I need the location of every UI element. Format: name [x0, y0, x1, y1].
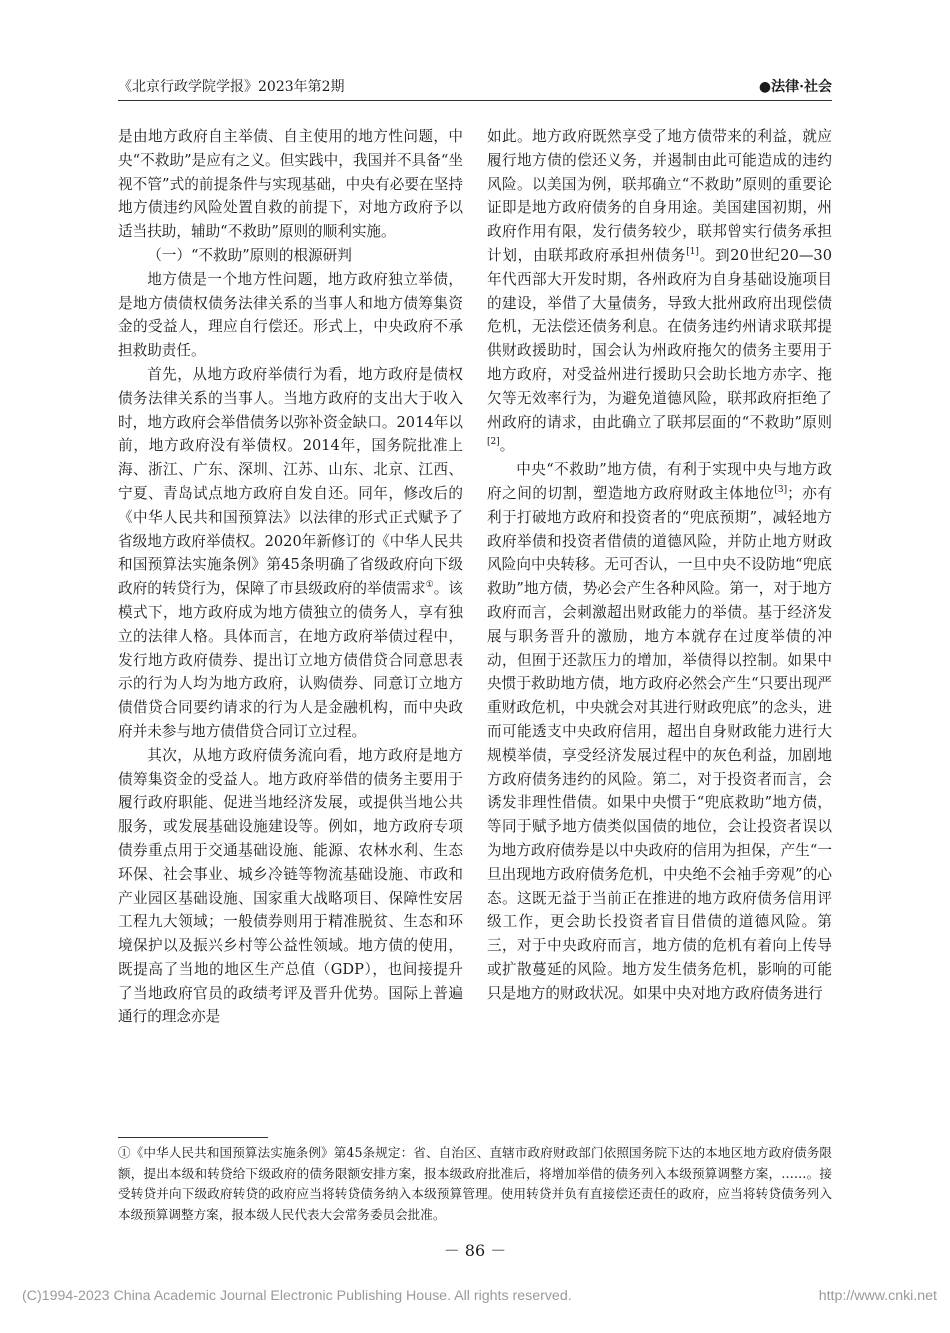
copyright-bar [22, 1288, 937, 1304]
header-rule [118, 100, 832, 101]
journal-title: 《北京行政学院学报》2023年第2期 [118, 79, 345, 95]
paragraph: 其次，从地方政府债务流向看，地方政府是地方债筹集资金的受益人。地方政府举借的债务主要用于履行政府职能、促进当地经济发展，或提供当地公共服务，或发展基础设施建设等。例如，地方政府专项债券重点用于交通基础设施、能源、农林水利、生态环保、社会事业、城乡冷链等物流基础设施、市政和产业园区基础设施、国家重大战略项目、保障性安居工程九大领域；一般债券则用于精准脱贫、生态和环境保护以及振兴乡村等公益性领域。地方债的使用，既提高了当地的地区生产总值（GDP），也间接提升了当地政府官员的政绩考评及晋升优势。国际上普遍通行的理念亦是 [118, 746, 463, 1026]
footnote-text: ①《中华人民共和国预算法实施条例》第45条规定：省、自治区、直辖市政府财政部门依照国务院下达的本地区地方政府债务限额，提出本级和转贷给下级政府的债务限额安排方案，报本级政府批准后，将增加举借的债务列入本级预算调整方案，……。接受转贷并向下级政府转贷的政府应当将转贷债务纳入本级预算管理。使用转贷并负有直接偿还责任的政府，应当将转贷债务列入本级预算调整方案，报本级人民代表大会常务委员会批准。 [118, 1145, 832, 1222]
footnote-marker[interactable]: ① [425, 580, 434, 591]
paragraph-text: 。到20世纪20—30年代西部大开发时期，各州政府为自身基础设施项目的建设，举借了大量债务，导致大批州政府出现偿债危机，无法偿还债务利息。在债务违约州请求联邦提供财政援助时，国会认为州政府拖欠的债务主要用于地方政府，对受益州进行援助只会助长地方赤字、拖欠等无效率行为，为避免道德风险，联邦政府拒绝了州政府的请求，由此确立了联邦层面的“不救助”原则 [487, 246, 832, 431]
paragraph: 地方债是一个地方性问题，地方政府独立举债，是地方债债权债务法律关系的当事人和地方债筹集资金的受益人，理应自行偿还。形式上，中央政府不承担救助责任。 [118, 270, 463, 360]
paragraph [487, 458, 832, 1005]
reference-marker[interactable]: [2] [487, 437, 500, 448]
paragraph-text: ；亦有利于打破地方政府和投资者的“兜底预期”，减轻地方政府举债和投资者借债的道德风险，并防止地方财政风险向中央转移。无可否认，一旦中央不设防地“兜底救助”地方债，势必会产生各种风险。第一，对于地方政府而言，会刺激超出财政能力的举债。基于经济发展与职务晋升的激励，地方本就存在过度举债的冲动，但囿于还款压力的增加，举债得以控制。如果中央惯于救助地方债，地方政府必然会产生“只要出现严重财政危机，中央就会对其进行财政兜底”的念头，进而可能透支中央政府信用，超出自身财政能力进行大规模举债，享受经济发展过程中的灰色利益，加剧地方政府债务违约的风险。第二，对于投资者而言，会诱发非理性借债。如果中央惯于“兜底救助”地方债，等同于赋予地方债类似国债的地位，会让投资者误以为地方政府债券是以中央政府的信用为担保，产生“一旦出现地方政府债务危机，中央绝不会袖手旁观”的心态。这既无益于当前正在推进的地方政府债务信用评级工作，更会助长投资者盲目借债的道德风险。第三，对于中央政府而言，地方债的危机有着向上传导或扩散蔓延的风险。地方发生债务危机，影响的可能只是地方的财政状况。如果中央对地方政府债务进行 [487, 484, 832, 1002]
paragraph-text: 首先，从地方政府举债行为看，地方政府是债权债务法律关系的当事人。当地方政府的支出大于收入时，地方政府会举借债务以弥补资金缺口。2014年以前，地方政府没有举债权。2014年，国务院批准上海、浙江、广东、深圳、江苏、山东、北京、江西、宁夏、青岛试点地方政府自发自还。同年，修改后的《中华人民共和国预算法》以法律的形式正式赋予了省级地方政府举债权。2020年新修订的《中华人民共和国预算法实施条例》第45条明确了省级政府向下级政府的转贷行为，保障了市县级政府的举债需求 [118, 365, 463, 598]
copyright-text: (C)1994-2023 China Academic Journal Electronic Publishing House. All rights reserved. [22, 1288, 572, 1304]
paragraph-text: 。该模式下，地方政府成为地方债独立的债务人，享有独立的法律人格。具体而言，在地方政府举债过程中，发行地方政府债券、提出订立地方债借贷合同意思表示的行为人均为地方政府，认购债券、同意订立地方债借贷合同要约请求的行为人是金融机构，而中央政府并未参与地方债借贷合同订立过程。 [118, 580, 463, 740]
left-column [118, 125, 463, 1029]
paragraph [487, 125, 832, 458]
paragraph: 是由地方政府自主举债、自主使用的地方性问题，中央“不救助”是应有之义。但实践中，我国并不具备“坐视不管”式的前提条件与实现基础，中央有必要在坚持地方债违约风险处置自救的前提下，对地方政府予以适当扶助，辅助“不救助”原则的顺利实施。 [118, 128, 463, 241]
right-column [487, 125, 832, 1005]
footnote [118, 1143, 832, 1225]
copyright-link[interactable]: http://www.cnki.net [818, 1288, 937, 1304]
paragraph [118, 363, 463, 744]
reference-marker[interactable]: [3] [774, 485, 788, 496]
paragraph-text: 中央“不救助”地方债，有利于实现中央与地方政府之间的切割，塑造地方政府财政主体地位 [487, 461, 832, 502]
paragraph-text: 如此。地方政府既然享受了地方债带来的利益，就应履行地方债的偿还义务，并遏制由此可能造成的违约风险。以美国为例，联邦确立“不救助”原则的重要论证即是地方政府债务的自身用途。美国建国初期，州政府作用有限，发行债务较少，联邦曾实行债务承担计划，由联邦政府承担州债务 [487, 128, 832, 264]
section-label: ●法律·社会 [758, 79, 832, 95]
paragraph-text: 。 [499, 437, 515, 455]
footnote-rule [118, 1137, 268, 1138]
section-subheading: （一）“不救助”原则的根源研判 [147, 246, 352, 264]
reference-marker[interactable]: [1] [686, 247, 699, 258]
page-number: － 86 － [443, 1241, 507, 1260]
